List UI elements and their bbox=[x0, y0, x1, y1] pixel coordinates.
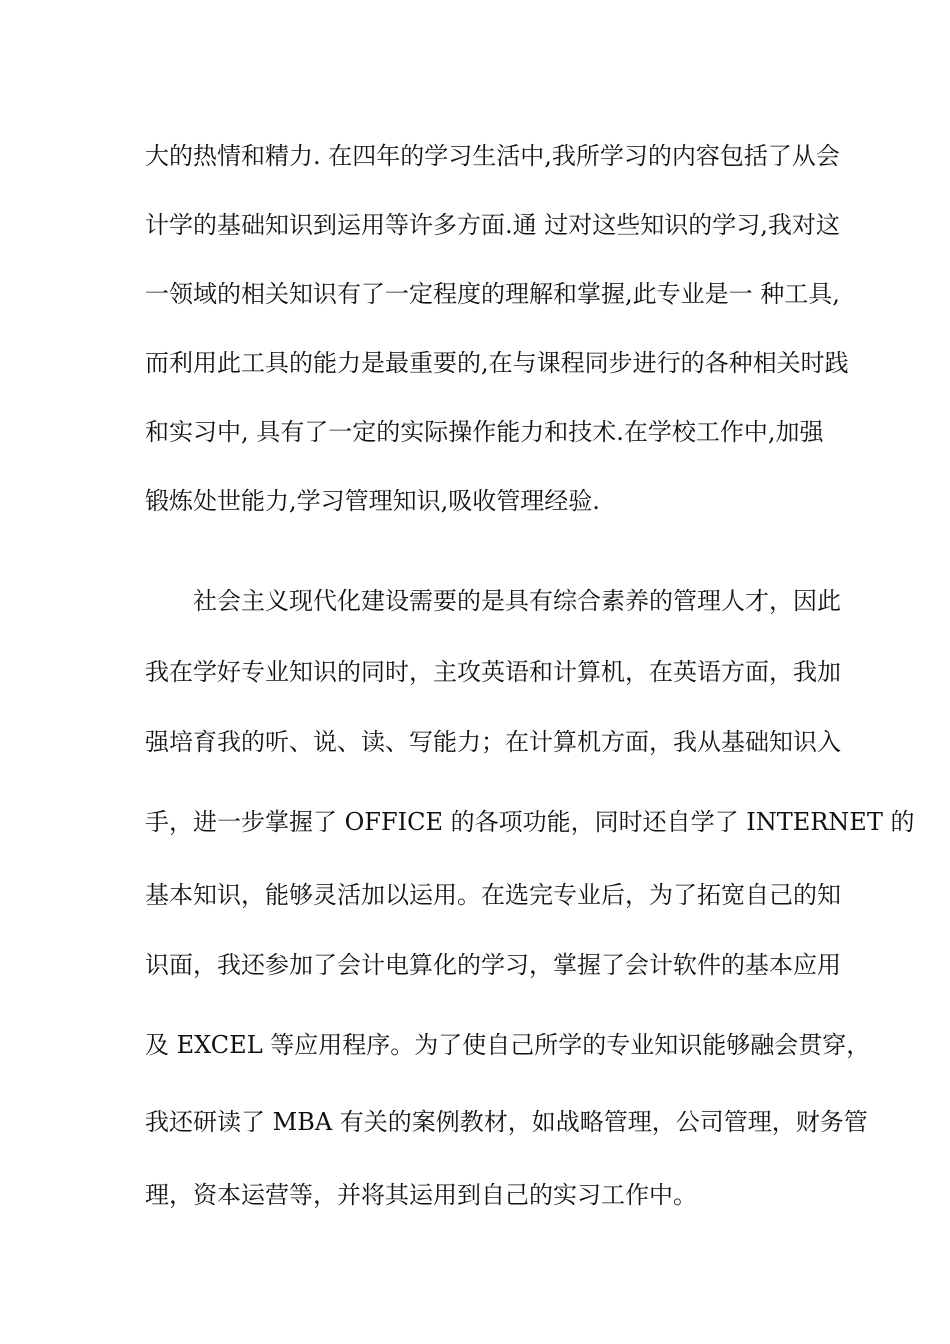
text-line: 和实习中, 具有了一定的实际操作能力和技术.在学校工作中,加强 bbox=[145, 418, 824, 446]
text-line-first: 社会主义现代化建设需要的是具有综合素养的管理人才，因此 bbox=[193, 587, 841, 615]
text-line: 计学的基础知识到运用等许多方面.通 过对这些知识的学习,我对这 bbox=[145, 211, 840, 239]
text-line: 而利用此工具的能力是最重要的,在与课程同步进行的各种相关时践 bbox=[145, 349, 849, 377]
text-line: 我还研读了 MBA 有关的案例教材，如战略管理，公司管理，财务管 bbox=[145, 1108, 868, 1136]
text-line: 锻炼处世能力,学习管理知识,吸收管理经验. bbox=[145, 487, 600, 515]
text-line: 识面，我还参加了会计电算化的学习，掌握了会计软件的基本应用 bbox=[145, 951, 841, 979]
text-line: 强培育我的听、说、读、写能力；在计算机方面，我从基础知识入 bbox=[145, 728, 841, 756]
text-line: 手，进一步掌握了 OFFICE 的各项功能，同时还自学了 INTERNET 的 bbox=[145, 808, 915, 836]
text-line: 基本知识，能够灵活加以运用。在选完专业后，为了拓宽自己的知 bbox=[145, 881, 841, 909]
text-line: 理，资本运营等，并将其运用到自己的实习工作中。 bbox=[145, 1181, 697, 1209]
text-line: 大的热情和精力. 在四年的学习生活中,我所学习的内容包括了从会 bbox=[145, 142, 840, 170]
text-line: 及 EXCEL 等应用程序。为了使自己所学的专业知识能够融会贯穿， bbox=[145, 1031, 871, 1059]
text-line: 我在学好专业知识的同时，主攻英语和计算机，在英语方面，我加 bbox=[145, 658, 841, 686]
text-line: 一领域的相关知识有了一定程度的理解和掌握,此专业是一 种工具, bbox=[145, 280, 840, 308]
